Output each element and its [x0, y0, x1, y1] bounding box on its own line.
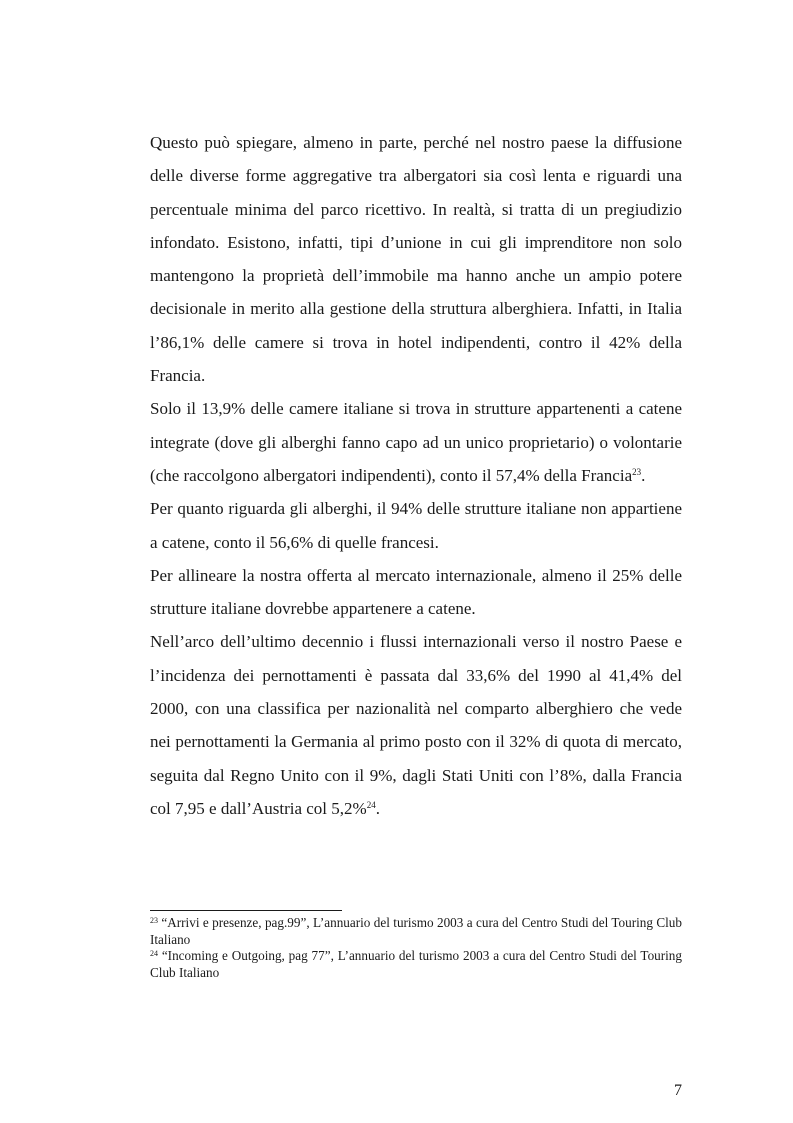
- footnote-separator: [150, 910, 342, 911]
- footnote-number: 24: [150, 949, 158, 958]
- paragraph-3: Per quanto riguarda gli alberghi, il 94% delle strutture italiane non appartiene a catene, conto il 56,6% di quelle francesi.: [150, 499, 682, 552]
- paragraph-2: [150, 392, 682, 492]
- paragraph-5-end: .: [375, 798, 380, 818]
- footnote-24: [150, 948, 682, 981]
- footnote-ref-23[interactable]: 23: [632, 466, 642, 477]
- footnote-number: 23: [150, 916, 158, 925]
- paragraph-2-end: .: [641, 465, 646, 485]
- paragraph-1: Questo può spiegare, almeno in parte, perché nel nostro paese la diffusione delle diverse forme aggregative tra albergatori sia così lenta e riguardi una percentuale minima del parco ricettivo. In realtà, si tratta di un pregiudizio infondato. Esistono, infatti, tipi d’unione in cui gli imprenditore non solo mantengono la proprietà dell’immobile ma hanno anche un ampio potere decisionale in merito alla gestione della struttura alberghiera. Infatti, in Italia l’86,1% delle camere si trova in hotel indipendenti, contro il 42% della Francia.: [150, 133, 682, 386]
- paragraph-4: Per allineare la nostra offerta al mercato internazionale, almeno il 25% delle strutture italiane dovrebbe appartenere a catene.: [150, 565, 682, 619]
- footnote-text: “Incoming e Outgoing, pag 77”, L’annuario del turismo 2003 a cura del Centro Studi del Touring Club Italiano: [150, 948, 682, 980]
- footnote-ref-24[interactable]: 24: [366, 799, 376, 810]
- footnote-23: [150, 915, 682, 948]
- paragraph-2-text: Solo il 13,9% delle camere italiane si trova in strutture appartenenti a catene integrate (dove gli alberghi fanno capo ad un unico proprietario) o volontarie (che raccolgono albergatori indipendenti), conto il 57,4% della Francia: [150, 399, 682, 485]
- main-text: [150, 126, 682, 825]
- footnotes: [150, 915, 682, 981]
- page-number: 7: [674, 1082, 682, 1099]
- paragraph-5-text: Nell’arco dell’ultimo decennio i flussi internazionali verso il nostro Paese e l’incidenza dei pernottamenti è passata dal 33,6% del 1990 al 41,4% del 2000, con una classifica per nazionalità nel comparto alberghiero che vede nei pernottamenti la Germania al primo posto con il 32% di quota di mercato, seguita dal Regno Unito con il 9%, dagli Stati Uniti con l’8%, dalla Francia col 7,95 e dall’Austria col 5,2%: [150, 632, 682, 818]
- paragraph-5: [150, 625, 682, 825]
- footnote-text: “Arrivi e presenze, pag.99”, L’annuario del turismo 2003 a cura del Centro Studi del Touring Club Italiano: [150, 915, 682, 947]
